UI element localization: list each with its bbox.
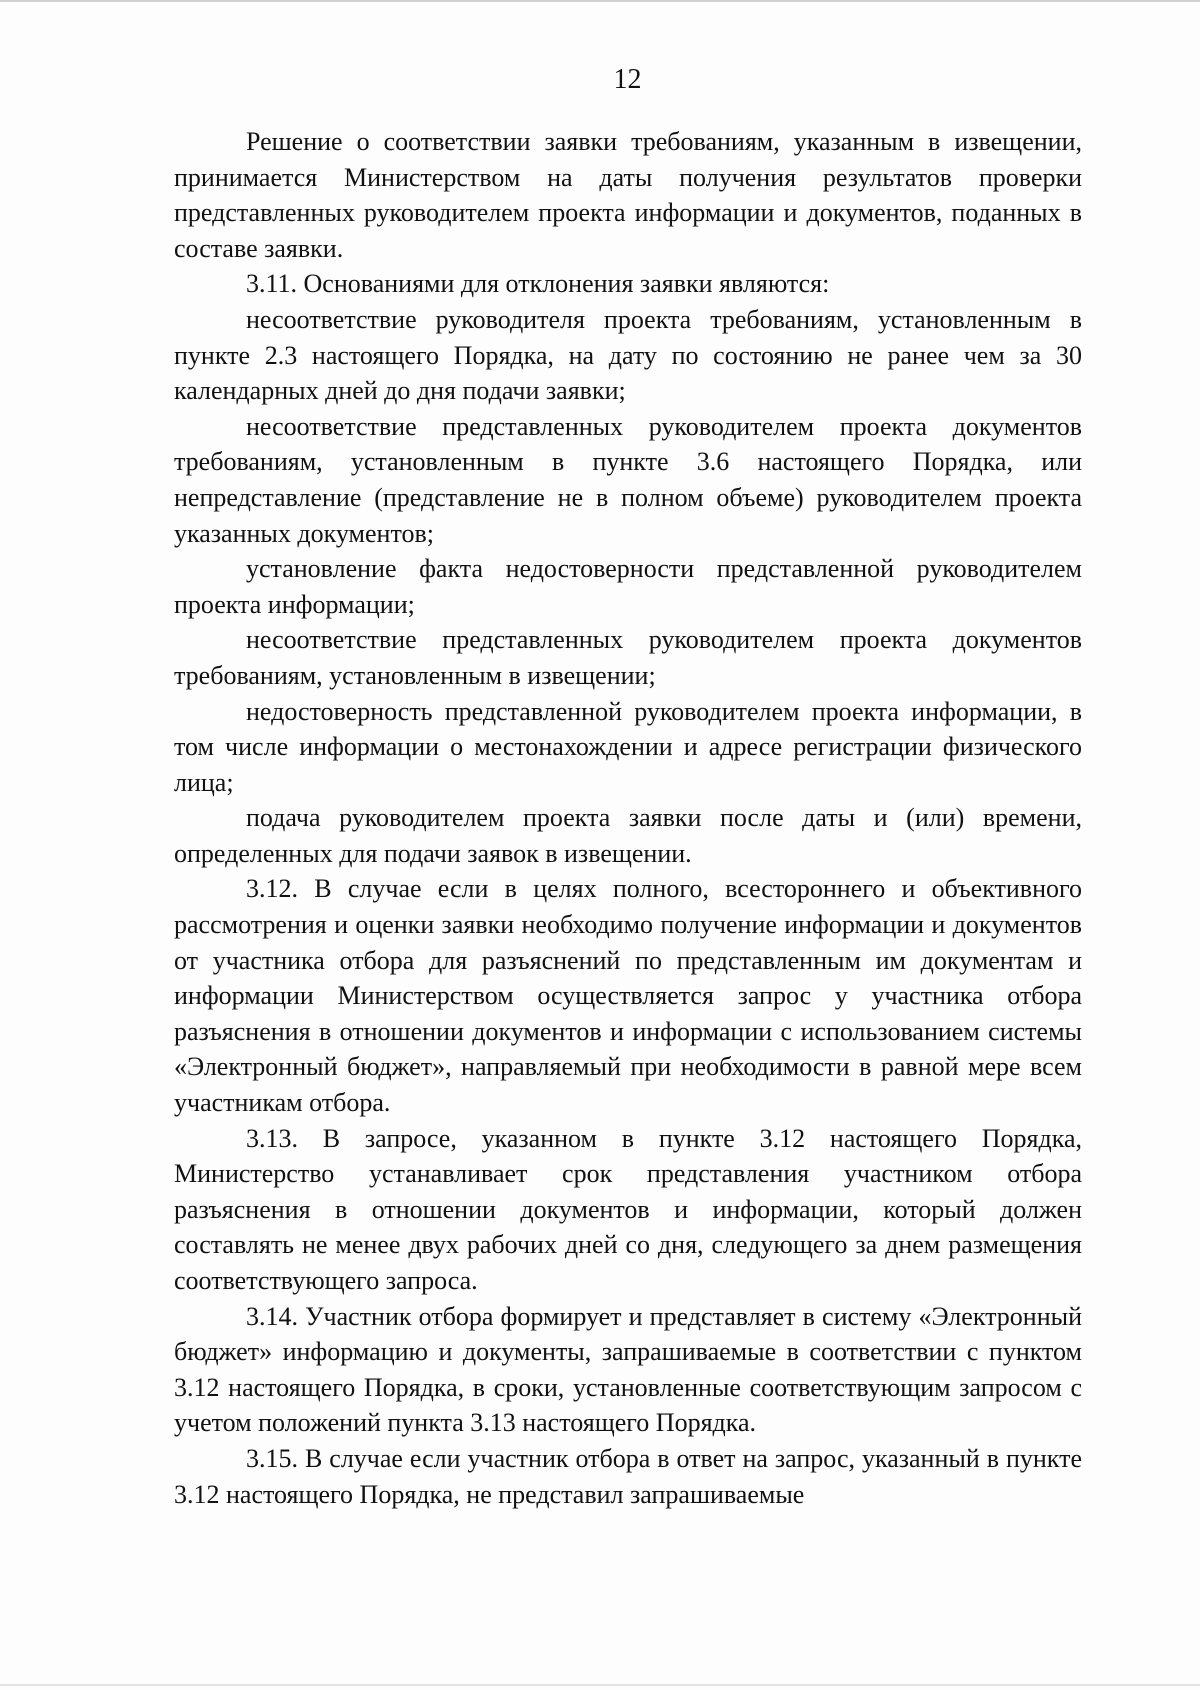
paragraph-rejection-reason-1: несоответствие руководителя проекта требованиям, установленным в пункте 2.3 настоящего Порядка, на дату по состоянию не ранее чем за 30 календарных дней до дня подачи заявки; (174, 304, 1082, 406)
paragraph-3-15: 3.15. В случае если участник отбора в ответ на запрос, указанный в пункте 3.12 настоящего Порядка, не представил запрашиваемые (174, 1443, 1082, 1509)
scan-edge-bottom (0, 1684, 1200, 1686)
paragraph-3-11: 3.11. Основаниями для отклонения заявки являются: (246, 269, 830, 299)
paragraph-3-14: 3.14. Участник отбора формирует и представляет в систему «Электронный бюджет» информацию и документы, запрашиваемые в соответствии с пунктом 3.12 настоящего Порядка, в сроки, установленные соответствующим запросом с учетом положений пункта 3.13 настоящего Порядка. (174, 1301, 1082, 1438)
scan-edge-top (0, 0, 1200, 2)
page-number: 12 (613, 64, 642, 95)
paragraph-3-12: 3.12. В случае если в целях полного, всестороннего и объективного рассмотрения и оценки заявки необходимо получение информации и документов от участника отбора для разъяснений по представленным им документам и информации Министерством осуществляется запрос у участника отбора разъяснения в отношении документов и информации с использованием системы «Электронный бюджет», направляемый при необходимости в равной мере всем участникам отбора. (174, 874, 1082, 1118)
paragraph-rejection-reason-2: несоответствие представленных руководителем проекта документов требованиям, установленным в пункте 3.6 настоящего Порядка, или непредставление (представление не в полном объеме) руководителем проекта указанных документов; (174, 411, 1082, 548)
document-body (174, 124, 1082, 1512)
paragraph-3-13: 3.13. В запросе, указанном в пункте 3.12 настоящего Порядка, Министерство устанавливает срок представления участником отбора разъяснения в отношении документов и информации, который должен составлять не менее двух рабочих дней со дня, следующего за днем размещения соответствующего запроса. (174, 1123, 1082, 1295)
paragraph-decision: Решение о соответствии заявки требованиям, указанным в извещении, принимается Министерством на даты получения результатов проверки представленных руководителем проекта информации и документов, поданных в составе заявки. (174, 127, 1082, 263)
paragraph-rejection-reason-3: установление факта недостоверности представленной руководителем проекта информации; (174, 554, 1082, 619)
paragraph-rejection-reason-4: несоответствие представленных руководителем проекта документов требованиям, установленным в извещении; (174, 625, 1082, 690)
paragraph-rejection-reason-5: недостоверность представленной руководителем проекта информации, в том числе информации о местонахождении и адресе регистрации физического лица; (174, 696, 1082, 797)
paragraph-rejection-reason-6: подача руководителем проекта заявки после даты и (или) времени, определенных для подачи заявок в извещении. (174, 803, 1082, 868)
